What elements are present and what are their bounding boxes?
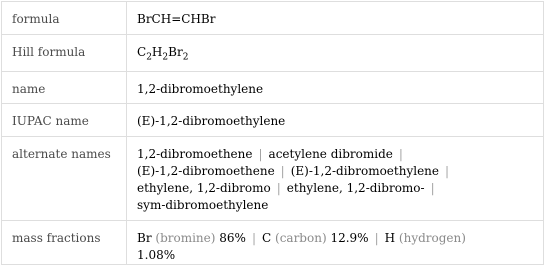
formula-label: formula	[2, 2, 127, 35]
hill-formula-value	[127, 35, 544, 72]
alternate-name: (E)-1,2-dibromoethylene	[290, 164, 440, 178]
alternate-name: acetylene dibromide	[268, 147, 393, 161]
row-formula	[2, 2, 544, 35]
name-value: 1,2-dibromoethylene	[127, 72, 544, 104]
mass-symbol: Br	[137, 231, 152, 245]
row-hill-formula	[2, 35, 544, 72]
mass-fractions-label: mass fractions	[2, 221, 127, 265]
iupac-name-label: IUPAC name	[2, 104, 127, 137]
row-alternate-names	[2, 137, 544, 221]
alternate-name: (E)-1,2-dibromoethene	[137, 164, 275, 178]
mass-element: (bromine)	[155, 231, 216, 245]
mass-value: 86%	[219, 231, 246, 245]
hill-br: Br	[168, 45, 183, 59]
separator: |	[251, 231, 256, 245]
hill-c: C	[137, 45, 147, 59]
hill-h: H	[151, 45, 163, 59]
separator: |	[398, 147, 403, 161]
alternate-name: ethylene, 1,2-dibromo	[137, 181, 271, 195]
mass-value: 12.9%	[330, 231, 369, 245]
alternate-names-label: alternate names	[2, 137, 127, 221]
row-name	[2, 72, 544, 104]
name-label: name	[2, 72, 127, 104]
mass-value: 1.08%	[137, 248, 176, 262]
mass-element: (hydrogen)	[398, 231, 466, 245]
mass-symbol: C	[262, 231, 272, 245]
hill-formula-label: Hill formula	[2, 35, 127, 72]
mass-element: (carbon)	[275, 231, 327, 245]
separator: |	[445, 164, 450, 178]
hill-h-count: 2	[162, 52, 169, 63]
separator: |	[276, 181, 281, 195]
separator: |	[258, 147, 263, 161]
alternate-name: sym-dibromoethylene	[137, 198, 269, 212]
hill-br-count: 2	[182, 52, 189, 63]
mass-fractions-value	[127, 221, 544, 265]
row-iupac-name	[2, 104, 544, 137]
alternate-names-value	[127, 137, 544, 221]
separator: |	[280, 164, 285, 178]
hill-c-count: 2	[146, 52, 152, 63]
properties-table	[1, 1, 544, 265]
alternate-name: ethylene, 1,2-dibromo-	[286, 181, 425, 195]
formula-value: BrCH=CHBr	[127, 2, 544, 35]
mass-symbol: H	[384, 231, 396, 245]
alternate-name: 1,2-dibromoethene	[137, 147, 253, 161]
separator: |	[430, 181, 435, 195]
row-mass-fractions	[2, 221, 544, 265]
separator: |	[374, 231, 379, 245]
iupac-name-value: (E)-1,2-dibromoethylene	[127, 104, 544, 137]
